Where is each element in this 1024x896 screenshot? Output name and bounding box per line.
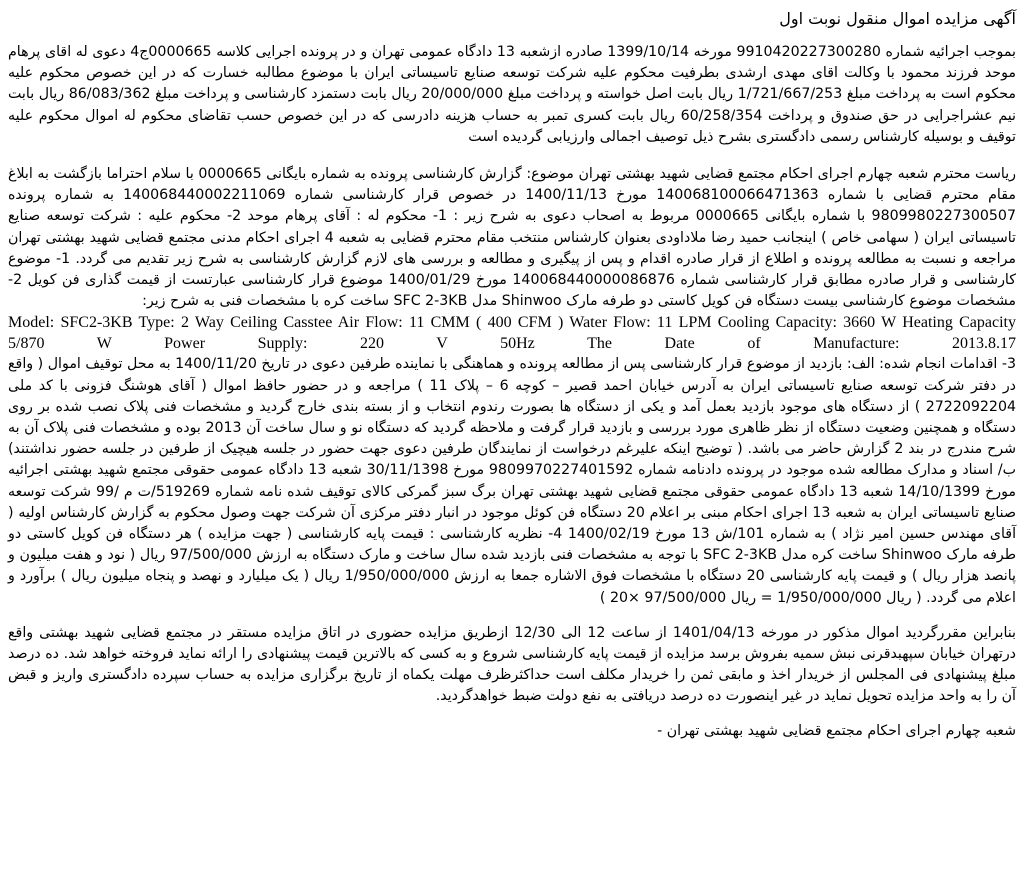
enforcement-paragraph: بموجب اجرائیه شماره 9910420227300280 مورخه 1399/10/14 صادره ازشعبه 13 دادگاه عمومی تهران و در پرونده اجرایی کلاسه 0000665ج4 دعوی له اقای پرهام موحد فرزند محمود با وکالت اقای مهدی ارشدی بطرفیت محکوم علیه شرکت توسعه صنایع تاسیساتی ایران با موضوع مطالبه خسارت که در این خصوص محکوم علیه محکوم است به پرداخت مبلغ 1/721/667/253 ریال بابت اصل خواسته و پرداخت مبلغ 20/000/000 ریال بابت دستمزد کارشناسی و پرداخت مبلغ 86/083/362 ریال بابت نیم عشراجرایی در حق صندوق و پرداخت 60/258/354 ریال بابت کسری تمبر به حساب هزینه دادرسی که در این خصوص حسب تقاضای محکوم له اموال محکوم علیه توقیف و بوسیله کارشناس رسمی دادگستری بشرح ذیل توصیف اجمالی وارزیابی گردیده است [8,44,1016,145]
notice-title: آگهی مزایده اموال منقول نوبت اول [779,9,1016,28]
expert-report-section [8,164,1016,609]
issuing-branch-signature: شعبه چهارم اجرای احکام مجتمع قضایی شهید بهشتی تهران - [657,722,1016,739]
technical-specs-line-2: 5/870 W Power Supply: 220 V 50Hz The Date of Manufacture: 2013.8.17 [8,335,1016,353]
auction-terms-paragraph: بنابراین مقررگردید اموال مذکور در مورخه 1401/04/13 از ساعت 12 الی 12/30 ازطریق مزایده حضوری در اتاق مزایده مستقر در مجتمع قضایی شهید بهشتی واقع درتهران خیابان سپهبدقرنی نبش سمیه بفروش برسد مزایده از قیمت پایه کارشناسی شروع و به کسی که بالاترین قیمت پیشنهادی را ارائه نماید فروخته خواهد شد. ده درصد مبلغ پیشنهادی فی المجلس از خریدار اخذ و مابقی ثمن را خریدار مکلف است حداکثرظرف مهلت یکماه از تاریخ برگزاری مزایده به حساب سپرده دادگستری واریز و قبض آن را به واحد مزایده تحویل نماید در غیر اینصورت ده درصد دریافتی به نفع دولت ضبط خواهدگردید. [8,624,1016,705]
technical-specs-line-1: Model: SFC2-3KB Type: 2 Way Ceiling Casstee Air Flow: 11 CMM ( 400 CFM ) Water Flow: 11 LPM Cooling Capacity: 3660 W Heating Capacity [8,314,1016,332]
expert-report-body: 3- اقدامات انجام شده: الف: بازدید از موضوع قرار کارشناسی پس از مطالعه پرونده و هماهنگی با نماینده طرفین دعوی در تاریخ 1400/11/20 به محل توقیف اموال ( واقع در دفتر شرکت توسعه صنایع تاسیساتی ایران به آدرس خیابان احمد قصیر – کوچه 6 – پلاک 11 ) مراجعه و در حضور حافظ اموال ( آقای هوشنگ فزونی با کد ملی 2722092204 ) از دستگاه های موجود بازدید بعمل آمد و یکی از دستگاه ها بصورت رندوم انتخاب و از بسته بندی خارج گردید و مشخصات فنی پلاک نصب شده بر روی دستگاه و همچنین وضعیت دستگاه از نظر ظاهری مورد بررسی و بازدید قرار گرفت و ملاحظه گردید که دستگاه نو و سال ساخت آن 2013 بوده و مشخصات فنی پلاک آن به شرح مندرج در بند 2 گزارش حاضر می باشد. ( توضیح اینکه علیرغم درخواست از نمایندگان طرفین دعوی جهت حضور در جلسه هیچیک از طرفین در جلسه حضور نداشتند) ب/ اسناد و مدارک مطالعه شده موجود در پرونده دادنامه شماره 9809970227401592 مورخ 30/11/1398 شعبه 13 دادگاه عمومی حقوقی مجتمع شهید بهشتی اجرائیه مورخ 14/10/1399 شعبه 13 دادگاه عمومی حقوقی مجتمع قضایی شهید بهشتی تهران برگ سبز گمرکی کالای توقیف شده نامه شماره 519269/ت م /99 شرکت توسعه صنایع تاسیساتی ایران به شعبه 13 اجرای احکام مبنی بر اعلام 20 دستگاه فن کوئل موجود در انبار دفتر مرکزی آن شرکت جهت وصول محکوم به گزارش کارشناس اولیه ( آقای مهندس حسین امیر نژاد ) به شماره 101/ش 13 مورخ 1400/02/19 4- نظریه کارشناسی : قیمت پایه کارشناسی ( جهت مزایده ) هر دستگاه فن کویل کاستی دو طرفه مارک Shinwoo ساخت کره مدل SFC 2-3KB با توجه به مشخصات فنی بازدید شده سال ساخت و مارک دستگاه به ارزش 97/500/000 ریال ( نود و هفت میلیون و پانصد هزار ریال ) و قیمت پایه کارشناسی 20 دستگاه با مشخصات فوق الاشاره جمعا به ارزش 1/950/000/000 ریال ( یک میلیارد و نهصد و پنجاه میلیون ریال ) برآورد و اعلام می گردد. ( ریال 1/950/000/000 = ریال 97/500/000 ×20 ) [8,356,1017,606]
expert-report-intro: ریاست محترم شعبه چهارم اجرای احکام مجتمع قضایی شهید بهشتی تهران موضوع: گزارش کارشناسی پرونده به شماره بایگانی 0000665 با سلام احتراما بازگشت به ابلاغ مقام محترم قضایی با شماره 140068100066471363 مورخ 1400/11/13 در خصوص قرار کارشناسی شماره 140068440002211069 به شماره پرونده 9809980227300507 با شماره بایگانی 0000665 مربوط به اصحاب دعوی به شرح زیر : 1- محکوم له : آقای پرهام موحد 2- محکوم علیه : شرکت توسعه صنایع تاسیساتی ایران ( سهامی خاص ) اینجانب حمید رضا ملاداودی بعنوان کارشناس منتخب مقام محترم قضایی به شعبه 4 اجرای احکام مدنی مجتمع قضایی شهید بهشتی تهران مراجعه و نسبت به مطالعه پرونده و اطلاع از قرار صادره اقدام و پس از پیگیری و مطالعه و بررسی های لازم گزارش کارشناسی به شرح زیر تقدیم می گردد. 1- موضوع کارشناسی و قرار صادره مطابق قرار کارشناسی شماره 140068440000086876 مورخ 1400/01/29 موضوع قرار کارشناسی عبارتست از قیمت گذاری فن کویل 2- مشخصات موضوع کارشناسی بیست دستگاه فن کویل کاستی دو طرفه مارک Shinwoo مدل SFC 2-3KB ساخت کره با مشخصات فنی به شرح زیر: [8,166,1017,310]
